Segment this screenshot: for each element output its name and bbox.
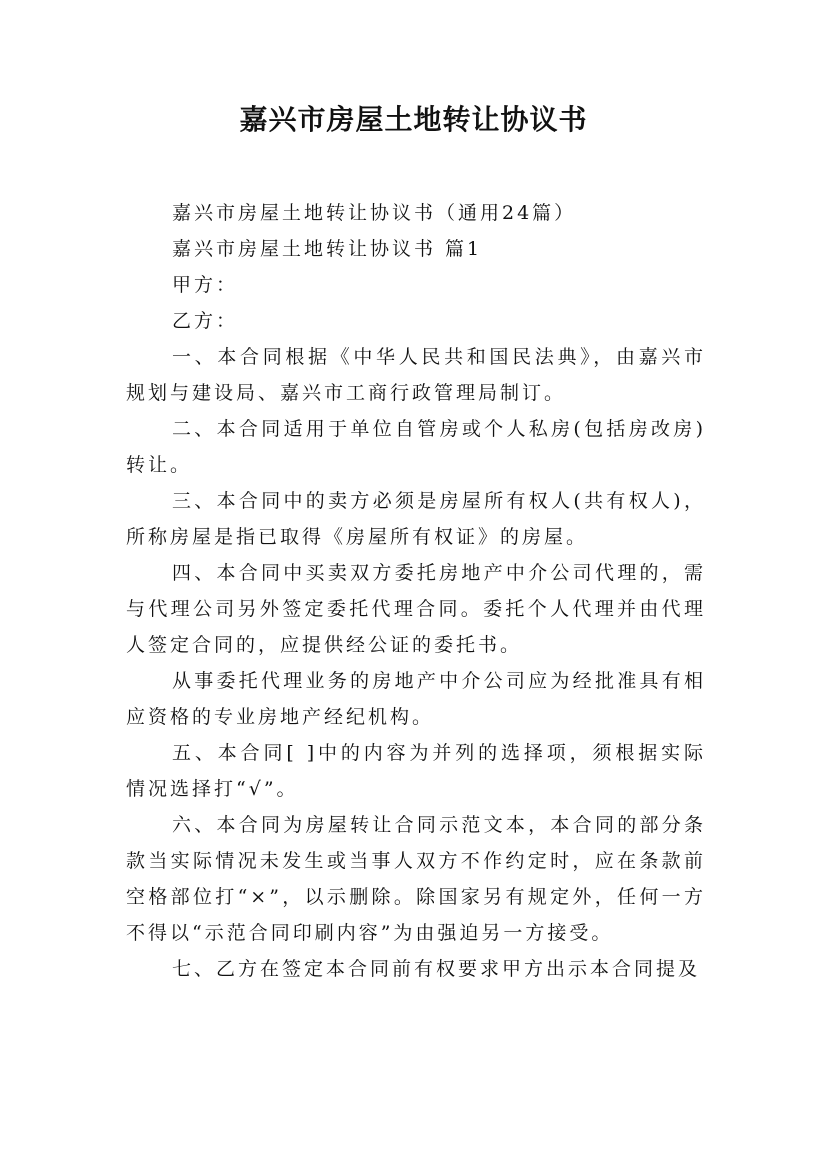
clause-7: 七、乙方在签定本合同前有权要求甲方出示本合同提及 bbox=[172, 958, 701, 980]
clause-1: 一、本合同根据《中华人民共和国民法典》，由嘉兴市规划与建设局、嘉兴市工商行政管理局制订。 bbox=[126, 346, 706, 404]
clause-4-note: 从事委托代理业务的房地产中介公司应为经批准具有相应资格的专业房地产经纪机构。 bbox=[126, 670, 706, 728]
clause-3: 三、本合同中的卖方必须是房屋所有权人(共有权人)，所称房屋是指已取得《房屋所有权证》的房屋。 bbox=[126, 490, 706, 548]
party-b-label: 乙方： bbox=[172, 310, 239, 332]
document-title: 嘉兴市房屋土地转让协议书 bbox=[239, 103, 588, 136]
paragraph-subtitle: 嘉兴市房屋土地转让协议书（通用24篇） bbox=[172, 202, 577, 224]
clause-4: 四、本合同中买卖双方委托房地产中介公司代理的，需与代理公司另外签定委托代理合同。委托个人代理并由代理人签定合同的，应提供经公证的委托书。 bbox=[126, 562, 706, 656]
clause-6: 六、本合同为房屋转让合同示范文本，本合同的部分条款当实际情况未发生或当事人双方不作约定时，应在条款前空格部位打“×”，以示删除。除国家另有规定外，任何一方不得以“示范合同印刷内容”为由强迫另一方接受。 bbox=[126, 814, 706, 944]
document-body bbox=[126, 195, 706, 987]
clause-5: 五、本合同[ ]中的内容为并列的选择项，须根据实际情况选择打“√”。 bbox=[126, 742, 706, 800]
party-a-label: 甲方： bbox=[172, 274, 239, 296]
clause-2: 二、本合同适用于单位自管房或个人私房(包括房改房)转让。 bbox=[126, 418, 706, 476]
paragraph-heading: 嘉兴市房屋土地转让协议书 篇1 bbox=[172, 238, 483, 260]
